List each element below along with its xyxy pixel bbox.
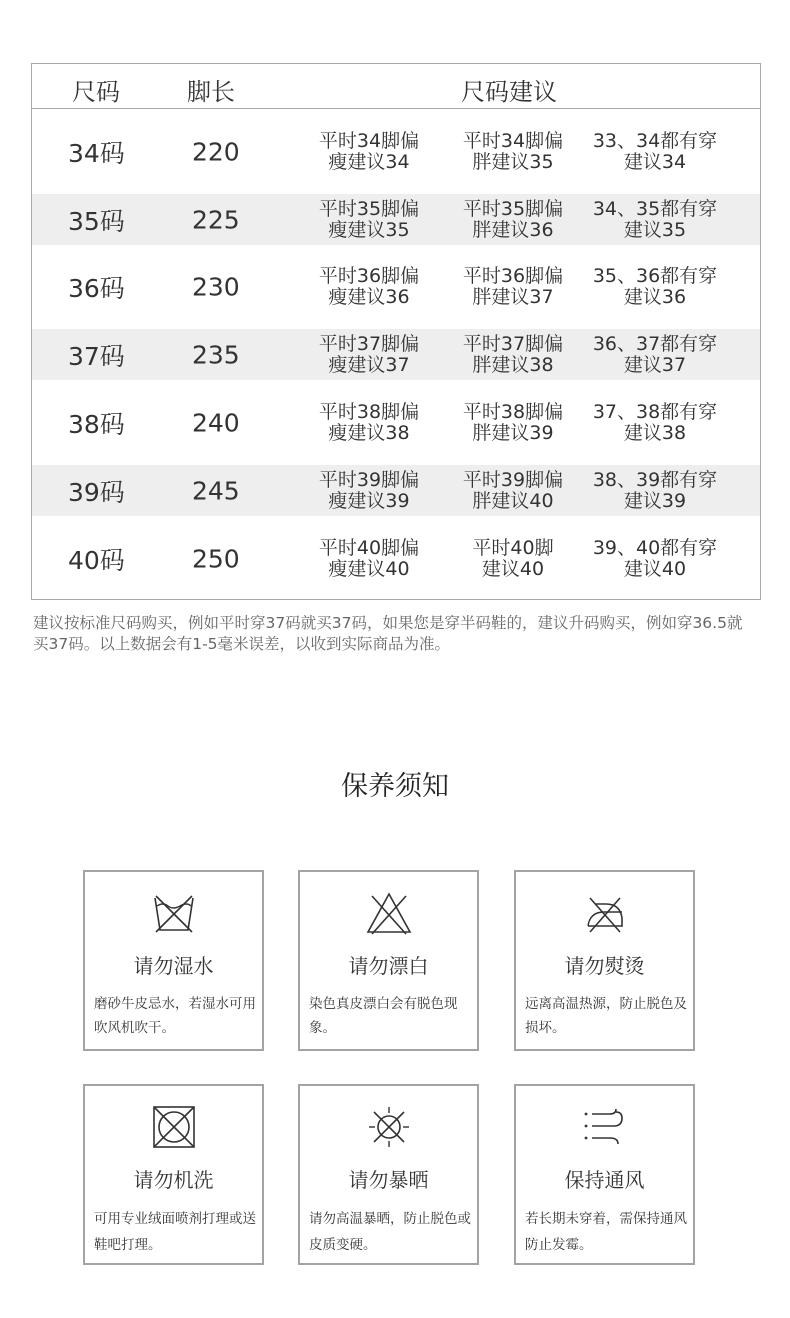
card-title: 请勿熨烫 [564,954,645,978]
no-bleach-icon [366,890,412,936]
card-title: 请勿暴晒 [348,1168,429,1192]
advice-cell-3 [580,266,730,308]
care-card-no-iron [514,870,695,1051]
advice-line: 建议40 [623,557,687,580]
advice-line: 瘦建议36 [328,286,410,308]
advice-cell-3 [580,199,730,241]
advice-cell-2 [438,266,588,308]
advice-cell-2 [438,470,588,512]
advice-line: 平时38脚偏 [462,400,564,423]
no-wash-icon [151,890,197,936]
table-row [32,516,760,601]
advice-cell-1 [294,402,444,444]
table-row [32,109,760,194]
table-row [32,245,760,329]
advice-cell-3 [580,538,730,580]
advice-line: 胖建议38 [472,353,554,376]
advice-line: 胖建议35 [472,150,554,173]
size-table [31,63,761,600]
advice-line: 平时40脚 [472,536,554,559]
length-cell: 225 [192,205,240,234]
advice-cell-2 [438,538,588,580]
advice-line: 建议34 [623,150,687,173]
care-title: 保养须知 [341,771,449,802]
advice-cell-3 [580,131,730,173]
advice-line: 35、36都有穿 [592,265,718,287]
advice-line: 胖建议39 [472,421,554,444]
advice-line: 平时37脚偏 [462,332,564,355]
advice-cell-1 [294,131,444,173]
advice-line: 瘦建议40 [328,557,410,580]
advice-line: 平时37脚偏 [318,332,420,355]
advice-line: 瘦建议37 [328,353,410,376]
advice-line: 平时39脚偏 [462,468,564,491]
card-desc: 磨砂牛皮忌水，若湿水可用吹风机吹干。 [94,996,256,1036]
advice-cell-1 [294,334,444,376]
advice-line: 建议38 [623,421,687,444]
care-card-no-bleach [298,870,479,1051]
care-card-no-wash [83,870,264,1051]
advice-line: 平时35脚偏 [462,197,564,220]
size-cell: 38码 [68,409,125,439]
card-title: 请勿湿水 [133,954,214,978]
advice-line: 建议36 [623,286,687,308]
size-cell: 35码 [68,206,125,236]
no-machine-wash-icon [151,1104,197,1150]
size-cell: 40码 [68,545,125,575]
advice-line: 建议40 [481,557,545,580]
advice-cell-3 [580,402,730,444]
length-cell: 250 [192,544,240,573]
advice-line: 38、39都有穿 [592,468,718,491]
table-header [32,64,760,109]
header-size: 尺码 [72,78,120,106]
advice-line: 平时36脚偏 [462,265,564,287]
size-cell: 37码 [68,341,125,371]
advice-cell-2 [438,402,588,444]
advice-line: 建议37 [623,353,687,376]
header-length: 脚长 [187,78,235,106]
advice-cell-2 [438,199,588,241]
advice-cell-1 [294,470,444,512]
size-cell: 36码 [68,274,125,303]
advice-cell-1 [294,538,444,580]
length-cell: 220 [192,137,240,166]
advice-cell-1 [294,199,444,241]
length-cell: 235 [192,340,240,369]
advice-line: 瘦建议35 [328,218,410,241]
card-title: 保持通风 [564,1168,645,1192]
no-sun-icon [366,1104,412,1150]
card-title: 请勿机洗 [133,1168,214,1192]
care-card-no-machine-wash [83,1084,264,1265]
advice-line: 37、38都有穿 [592,400,718,423]
advice-cell-1 [294,266,444,308]
table-row [32,194,760,245]
advice-cell-2 [438,334,588,376]
no-iron-icon [582,890,628,936]
card-desc: 染色真皮漂白会有脱色现象。 [309,996,458,1036]
advice-cell-3 [580,334,730,376]
advice-cell-3 [580,470,730,512]
advice-line: 平时35脚偏 [318,197,420,220]
advice-line: 胖建议37 [472,286,554,308]
ventilation-icon [582,1104,628,1150]
card-title: 请勿漂白 [348,954,429,978]
advice-line: 平时34脚偏 [318,129,420,152]
advice-line: 胖建议36 [472,218,554,241]
size-cell: 39码 [68,477,125,507]
length-cell: 245 [192,476,240,505]
advice-line: 瘦建议39 [328,489,410,512]
advice-cell-2 [438,131,588,173]
card-desc: 请勿高温暴晒，防止脱色或皮质变硬。 [309,1211,471,1253]
table-row [32,380,760,465]
advice-line: 建议35 [623,218,687,241]
size-cell: 34码 [68,138,125,168]
advice-line: 胖建议40 [472,489,554,512]
care-card-no-sun [298,1084,479,1265]
size-note: 建议按标准尺码购买，例如平时穿37码就买37码，如果您是穿半码鞋的，建议升码购买，例如穿36.5就买37码。以上数据会有1-5毫米误差，以收到实际商品为准。 [33,614,743,653]
advice-line: 39、40都有穿 [592,536,718,559]
advice-line: 瘦建议38 [328,421,410,444]
length-cell: 240 [192,408,240,437]
header-advice: 尺码建议 [461,78,557,106]
length-cell: 230 [192,272,240,302]
advice-line: 平时34脚偏 [462,129,564,152]
card-desc: 若长期未穿着，需保持通风防止发霉。 [525,1211,687,1253]
advice-line: 平时36脚偏 [318,265,420,287]
advice-line: 瘦建议34 [328,150,410,173]
advice-line: 36、37都有穿 [592,332,718,355]
card-desc: 可用专业绒面喷剂打理或送鞋吧打理。 [94,1211,256,1253]
advice-line: 平时38脚偏 [318,400,420,423]
table-row [32,465,760,516]
advice-line: 34、35都有穿 [592,197,718,220]
card-desc: 远离高温热源，防止脱色及损坏。 [525,996,687,1036]
advice-line: 建议39 [623,489,687,512]
table-row [32,329,760,380]
advice-line: 平时39脚偏 [318,468,420,491]
care-card-ventilation [514,1084,695,1265]
advice-line: 平时40脚偏 [318,536,420,559]
advice-line: 33、34都有穿 [592,129,718,152]
